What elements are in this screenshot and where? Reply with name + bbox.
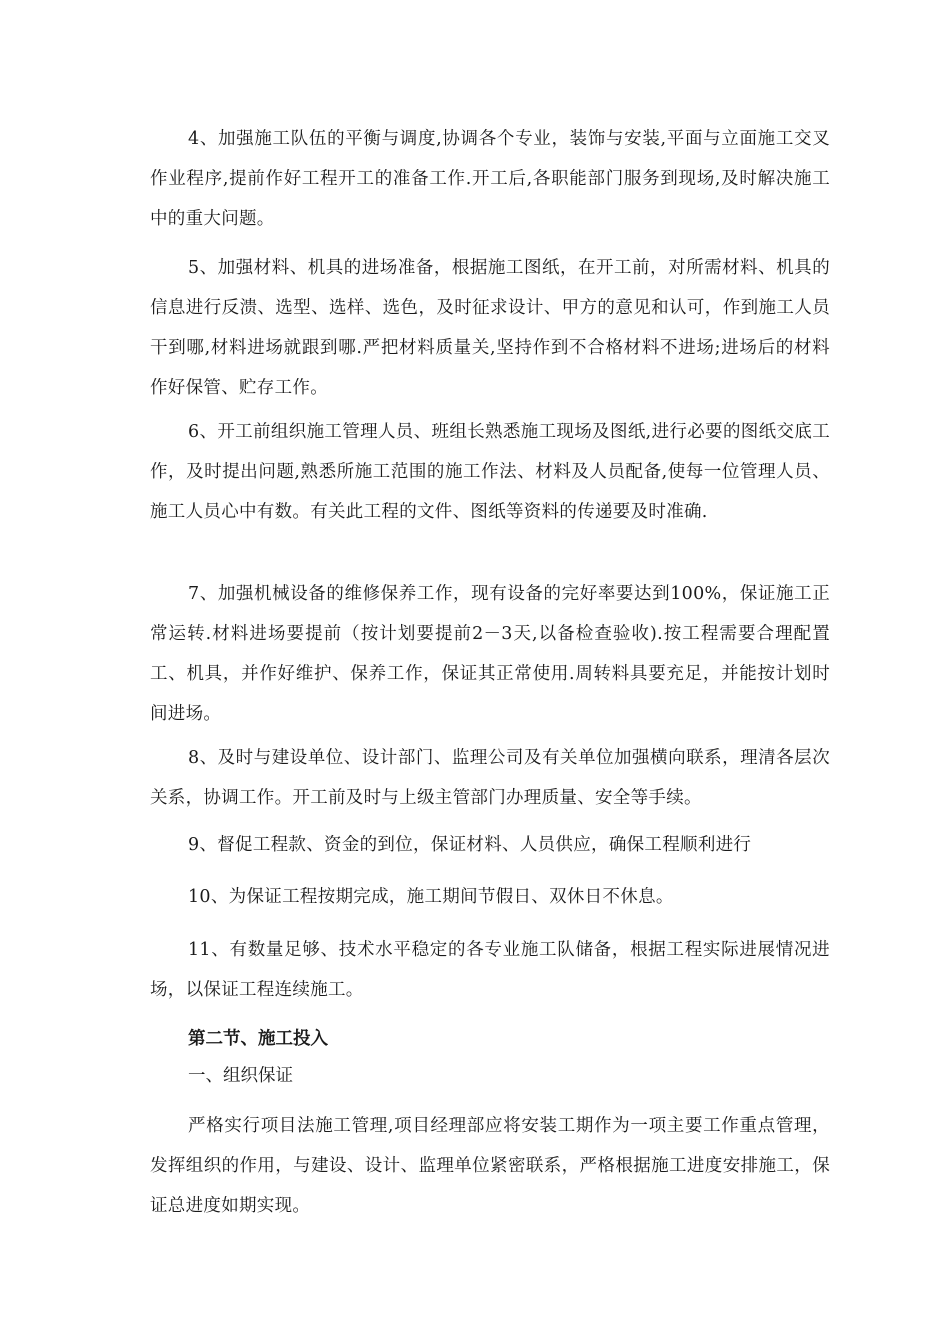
paragraph-item-9: 9、督促工程款、资金的到位，保证材料、人员供应，确保工程顺利进行 xyxy=(188,835,752,855)
paragraph-item-11: 11、有数量足够、技术水平稳定的各专业施工队储备，根据工程实际进展情况进场，以保证工程连续施工。 xyxy=(150,940,830,1000)
paragraph-item-5: 5、加强材料、机具的进场准备，根据施工图纸，在开工前，对所需材料、机具的信息进行反溃、选型、选样、选色，及时征求设计、甲方的意见和认可，作到施工人员干到哪,材料进场就跟到哪.严把材料质量关,坚持作到不合格材料不进场;进场后的材料作好保管、贮存工作。 xyxy=(150,258,830,398)
paragraph-item-10: 10、为保证工程按期完成，施工期间节假日、双休日不休息。 xyxy=(188,887,674,907)
paragraph-item-6: 6、开工前组织施工管理人员、班组长熟悉施工现场及图纸,进行必要的图纸交底工作，及时提出问题,熟悉所施工范围的施工作法、材料及人员配备,使每一位管理人员、施工人员心中有数。有关此工程的文件、图纸等资料的传递要及时准确. xyxy=(150,422,830,522)
paragraph-item-8: 8、及时与建设单位、设计部门、监理公司及有关单位加强横向联系，理清各层次关系，协调工作。开工前及时与上级主管部门办理质量、安全等手续。 xyxy=(150,748,830,808)
section-heading: 第二节、施工投入 xyxy=(188,1029,328,1049)
closing-paragraph: 严格实行项目法施工管理,项目经理部应将安装工期作为一项主要工作重点管理，发挥组织的作用，与建设、设计、监理单位紧密联系，严格根据施工进度安排施工，保证总进度如期实现。 xyxy=(150,1116,830,1216)
paragraph-item-7: 7、加强机械设备的维修保养工作，现有设备的完好率要达到100%，保证施工正常运转.材料进场要提前（按计划要提前2－3天,以备检查验收).按工程需要合理配置工、机具，并作好维护、保养工作，保证其正常使用.周转料具要充足，并能按计划时间进场。 xyxy=(150,584,830,724)
paragraph-item-4: 4、加强施工队伍的平衡与调度,协调各个专业，装饰与安装,平面与立面施工交叉作业程序,提前作好工程开工的准备工作.开工后,各职能部门服务到现场,及时解决施工中的重大问题。 xyxy=(150,129,830,229)
subsection-heading: 一、组织保证 xyxy=(188,1066,293,1086)
